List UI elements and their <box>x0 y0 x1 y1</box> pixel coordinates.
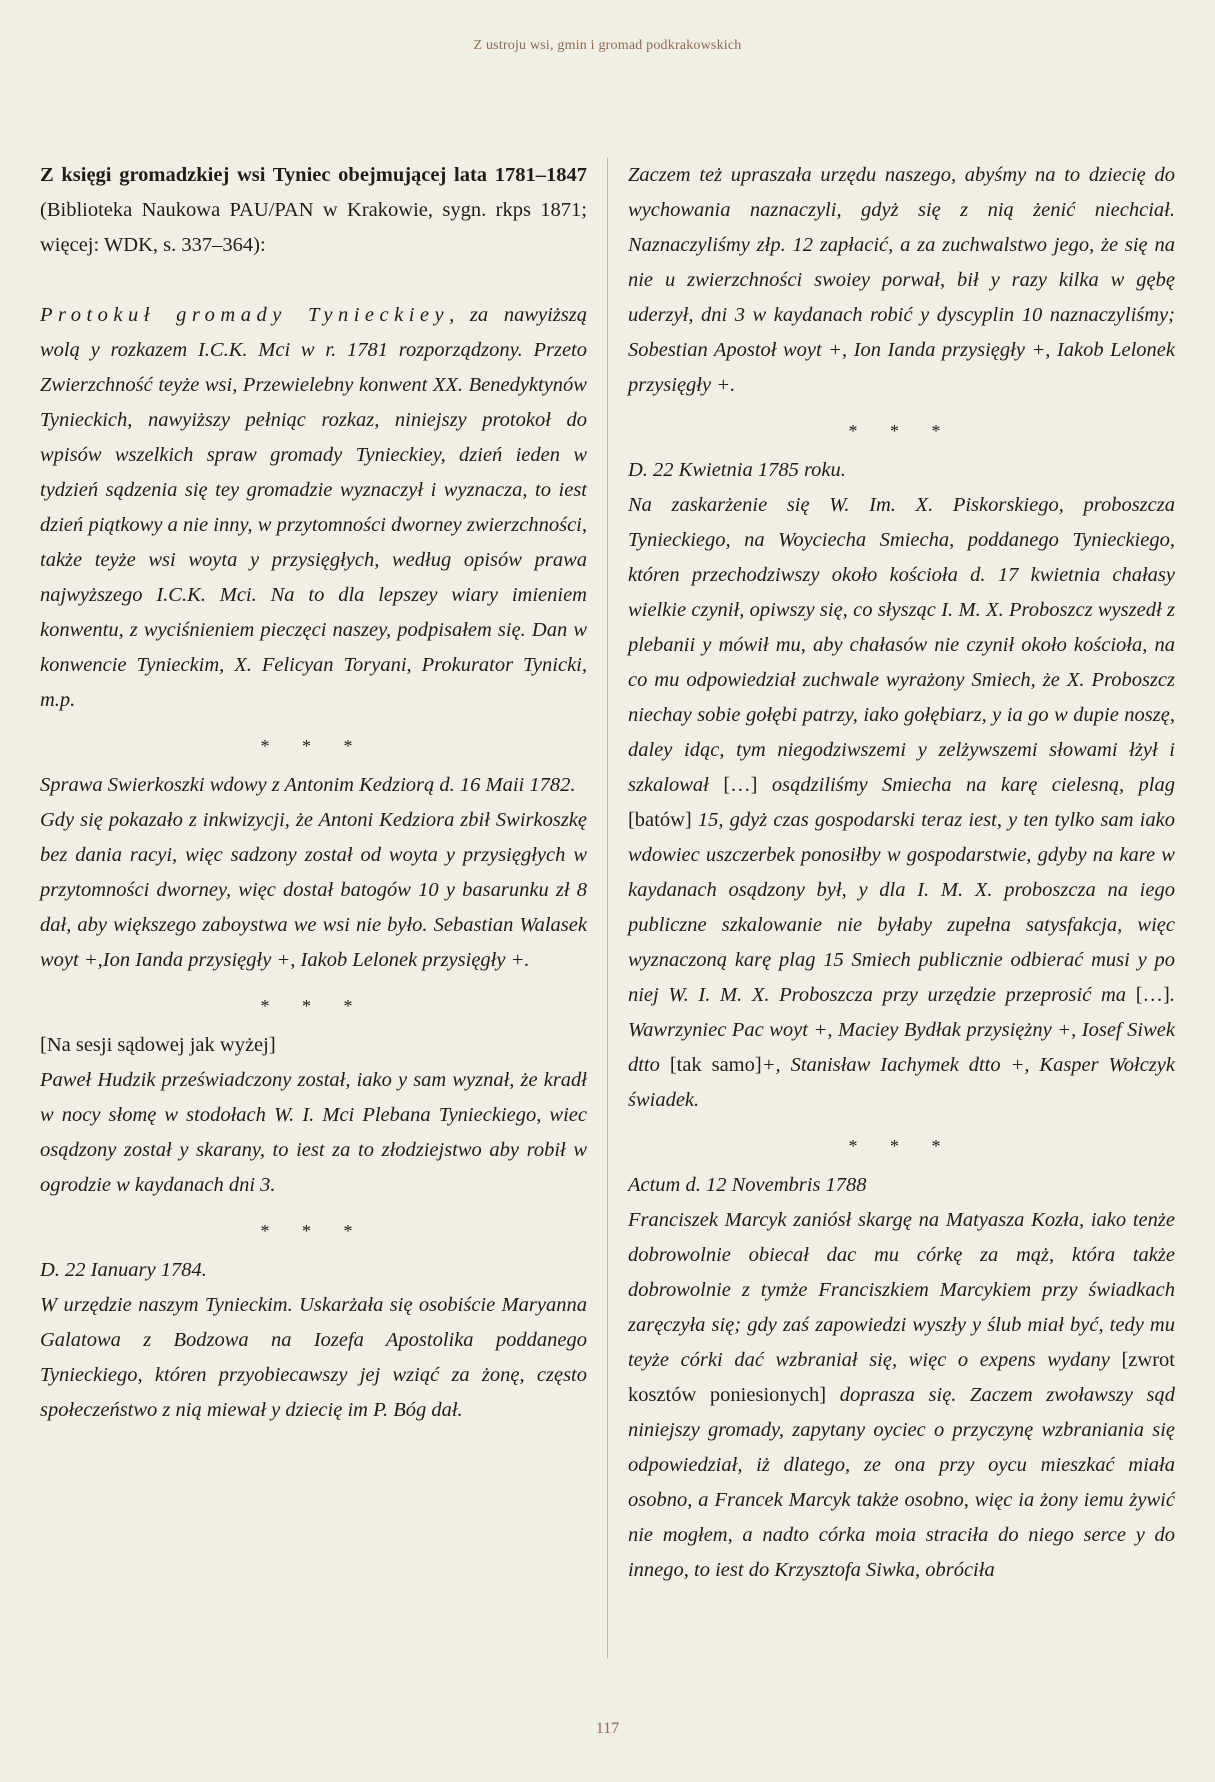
editorial-bracket: [batów] <box>627 809 692 831</box>
session-note: [Na sesji sądowej jak wyżej] <box>40 1034 276 1056</box>
intro-title: Z księgi gromadzkiej wsi Tyniec obejmującej lata 1781–1847 <box>40 164 587 186</box>
right-column <box>608 158 1175 1658</box>
section-separator: * * * <box>848 421 955 441</box>
protocol-text: , za nawyiższą wolą y rozkazem I.C.K. Mci w r. 1781 rozporządzony. Przeto Zwierzchność teyże wsi, Przewielebny konwent XX. Benedyktynów Tynieckich, nawyiższy pełniąc rozkaz, niniejszy protokoł do wpisów wszelkich spraw gromady Tynieckiey, dzień ieden w tydzień sądzenia się tey gromadzie wyznaczył i wyznacza, to iest dzień piątkowy a nie inny, w przytomności dworney zwierzchności, także teyże wsi woyta y przysięgłych, według opisów prawa najwyższego I.C.K. Mci. Na to dla lepszey wiary imieniem konwentu, z wyciśnieniem pieczęci naszey, podpisałem się. Dan w konwencie Tynieckim, X. Felicyan Toryani, Prokurator Tynicki, m.p. <box>40 304 587 711</box>
case-1788-text-a: Franciszek Marcyk zaniósł skargę na Matyasza Kozła, iako tenże dobrowolnie obiecał dac mu córkę za mąż, która także dobrowolnie z tymże Franciszkiem Marcykiem przy świadkach zaręczyła się; gdy zaś zapowiedzi wyszły y ślub miał być, tedy mu teyże córki dać wzbraniał się, więc o expens wydany <box>627 1209 1175 1371</box>
protocol-paragraph <box>40 298 587 718</box>
spacer <box>40 263 587 298</box>
page-number: 117 <box>595 1720 620 1737</box>
editorial-bracket: [tak samo] <box>669 1054 762 1076</box>
case-1784-continuation: Zaczem też upraszała urzędu naszego, abyśmy na to dziecię do wychowania naznaczyli, gdyż się z nią żenić niechciał. Naznaczyliśmy złp. 12 zapłacić, a za zuchwalstwo jego, że się na nie u zwierzchności swoiey porwał, bił y razy kilka w gębę uderzył, dni 3 w kaydanach robić y dyscyplin 10 naznaczyliśmy; Sobestian Apostoł woyt +, Ion Ianda przysięgły +, Iakob Lelonek przysięgły +. <box>627 164 1175 396</box>
page-body <box>40 158 1175 1658</box>
section-separator: * * * <box>848 1136 955 1156</box>
case-1785-text-e: +, Stanisław Iachymek dtto +, Kasper Wołczyk świadek. <box>627 1054 1175 1111</box>
intro-source: (Biblioteka Naukowa PAU/PAN w Krakowie, sygn. rkps 1871; więcej: WDK, s. 337–364): <box>40 199 587 256</box>
editorial-bracket: […] <box>723 774 758 796</box>
case-1785-text-a: Na zaskarżenie się W. Im. X. Piskorskiego, proboszcza Tynieckiego, na Woyciecha Smiecha, poddanego Tynieckiego, któren przechodziwszy około kościoła d. 17 kwietnia chałasy wielkie czynił, opiwszy się, co słysząc I. M. X. Proboszcz wyszedł z plebanii y mówił mu, aby chałasów nie czynił około kościoła, na co mu odpowiedział zuchwale wyrażony Smiech, że X. Proboszcz niechay sobie gołębi patrzy, iako gołębiarz, y ia go w dupie noszę, daley idąc, tym niegodziwszemi y zelżywszemi słowami łżył i szkalował <box>627 494 1175 796</box>
case-1784-title: D. 22 Ianuary 1784. <box>40 1259 207 1281</box>
editorial-bracket: [zwrot kosztów poniesionych] <box>627 1349 1175 1406</box>
protocol-heading: Protokuł gromady Tynieckiey <box>40 304 450 326</box>
left-column <box>40 158 607 1658</box>
case-1788-text-b: doprasza się. Zaczem zwoławszy sąd niniejszy gromady, zapytany oyciec o przyczynę wzbraniania się odpowiedział, iż dlatego, ze ona przy oycu mieszkać miała osobno, a Francek Marcyk także osobno, więc ia żony iemu żywić nie mogłem, a nadto córka moia straciła do niego serce y do innego, to iest do Krzysztofa Siwka, obróciła <box>627 1384 1175 1581</box>
case-1785-text <box>628 488 1175 1118</box>
case-1788-title: Actum d. 12 Novembris 1788 <box>627 1174 867 1196</box>
running-header: Z ustroju wsi, gmin i gromad podkrakowskich <box>473 38 742 53</box>
case-1782-text: Gdy się pokazało z inkwizycji, że Antoni Kedziora zbił Swirkoszkę bez dania racyi, więc sadzony został od woyta y przysięgłych w przytomności dworney, więc dostał batogów 10 y basarunku zł 8 dał, aby większego zaboystwa we wsi nie było. Sebastian Walasek woyt +,Ion Ianda przysięgły +, Iakob Lelonek przysięgły +. <box>40 809 587 971</box>
case-1785-title: D. 22 Kwietnia 1785 roku. <box>627 459 846 481</box>
section-separator: * * * <box>260 996 367 1016</box>
case-1785-text-b: osądziliśmy Smiecha na karę cielesną, plag <box>757 774 1175 796</box>
editorial-bracket: […] <box>1135 984 1170 1006</box>
case-1788-text <box>628 1203 1175 1588</box>
hudzik-case-text: Paweł Hudzik przeświadczony został, iako y sam wyznał, że kradł w nocy słomę w stodołach W. I. Mci Plebana Tynieckiego, wiec osądzony został y skarany, to iest za to złodziejstwo aby robił w ogrodzie w kaydanach dni 3. <box>40 1069 587 1196</box>
case-1784-text: W urzędzie naszym Tynieckim. Uskarżała się osobiście Maryanna Galatowa z Bodzowa na Iozefa Apostolika poddanego Tynieckiego, któren przyobiecawszy jej wziąć za żonę, często społeczeństwo z nią miewał y dziecię im P. Bóg dał. <box>40 1294 587 1421</box>
intro-paragraph <box>40 158 587 263</box>
section-separator: * * * <box>260 1221 367 1241</box>
section-separator: * * * <box>260 736 367 756</box>
case-1782-title: Sprawa Swierkoszki wdowy z Antonim Kedziorą d. 16 Maii 1782. <box>40 774 576 796</box>
case-1785-text-c: 15, gdyż czas gospodarski teraz iest, y ten tylko sam iako wdowiec uszczerbek ponosiłby w gospodarstwie, gdyby na kare w kaydanach osądzony był, y dla I. M. X. proboszcza na iego publiczne szkalowanie nie byłaby zupełna satysfakcja, więc wyznaczoną karę plag 15 Smiech publicznie odbierać musi y po niej W. I. M. X. Proboszcza przy urzędzie przeprosić ma <box>627 809 1175 1006</box>
case-1785-text-d: . Wawrzyniec Pac woyt +, Maciey Bydłak przysiężny +, Iosef Siwek dtto <box>627 984 1175 1076</box>
